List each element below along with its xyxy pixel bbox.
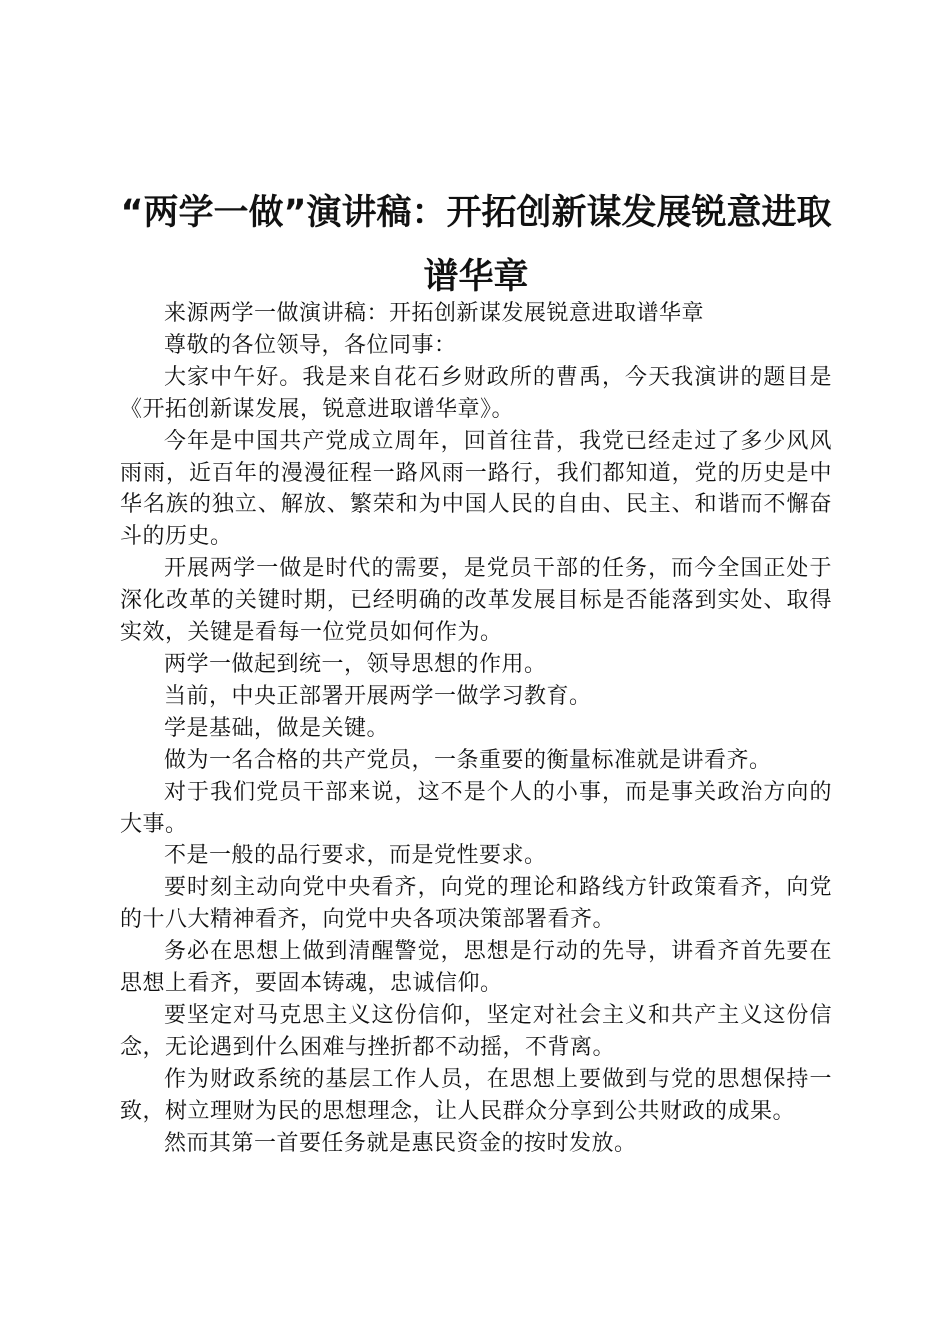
paragraph: 当前，中央正部署开展两学一做学习教育。	[164, 683, 592, 709]
paragraph: 两学一做起到统一，领导思想的作用。	[164, 651, 547, 677]
paragraph: 然而其第一首要任务就是惠民资金的按时发放。	[164, 1130, 637, 1156]
paragraph: 作为财政系统的基层工作人员，在思想上要做到与党的思想保持一致，树立理财为民的思想理念，让人民群众分享到公共财政的成果。	[120, 1066, 832, 1124]
paragraph-source: 来源两学一做演讲稿：开拓创新谋发展锐意进取谱华章	[164, 301, 705, 326]
paragraph: 开展两学一做是时代的需要，是党员干部的任务，而今全国正处于深化改革的关键时期，已经明确的改革发展目标是否能落到实处、取得实效，关键是看每一位党员如何作为。	[120, 556, 832, 646]
paragraph: 做为一名合格的共产党员，一条重要的衡量标准就是讲看齐。	[164, 747, 772, 773]
paragraph: 大家中午好。我是来自花石乡财政所的曹禹，今天我演讲的题目是《开拓创新谋发展，锐意进取谱华章》。	[120, 364, 832, 422]
paragraph: 今年是中国共产党成立周年，回首往昔，我党已经走过了多少风风雨雨，近百年的漫漫征程一路风雨一路行，我们都知道，党的历史是中华名族的独立、解放、繁荣和为中国人民的自由、民主、和谐而不懈奋斗的历史。	[120, 428, 832, 550]
document-body	[120, 298, 832, 1159]
paragraph: 要时刻主动向党中央看齐，向党的理论和路线方针政策看齐，向党的十八大精神看齐，向党中央各项决策部署看齐。	[120, 875, 832, 933]
paragraph-greeting: 尊敬的各位领导，各位同事：	[164, 332, 457, 358]
paragraph: 务必在思想上做到清醒警觉，思想是行动的先导，讲看齐首先要在思想上看齐，要固本铸魂，忠诚信仰。	[120, 939, 832, 997]
document-title: “两学一做”演讲稿：开拓创新谋发展锐意进取谱华章	[120, 193, 832, 297]
paragraph: 对于我们党员干部来说，这不是个人的小事，而是事关政治方向的大事。	[120, 779, 832, 837]
paragraph: 要坚定对马克思主义这份信仰，坚定对社会主义和共产主义这份信念，无论遇到什么困难与挫折都不动摇，不背离。	[120, 1002, 832, 1060]
paragraph: 学是基础，做是关键。	[164, 715, 390, 741]
paragraph: 不是一般的品行要求，而是党性要求。	[164, 843, 547, 869]
